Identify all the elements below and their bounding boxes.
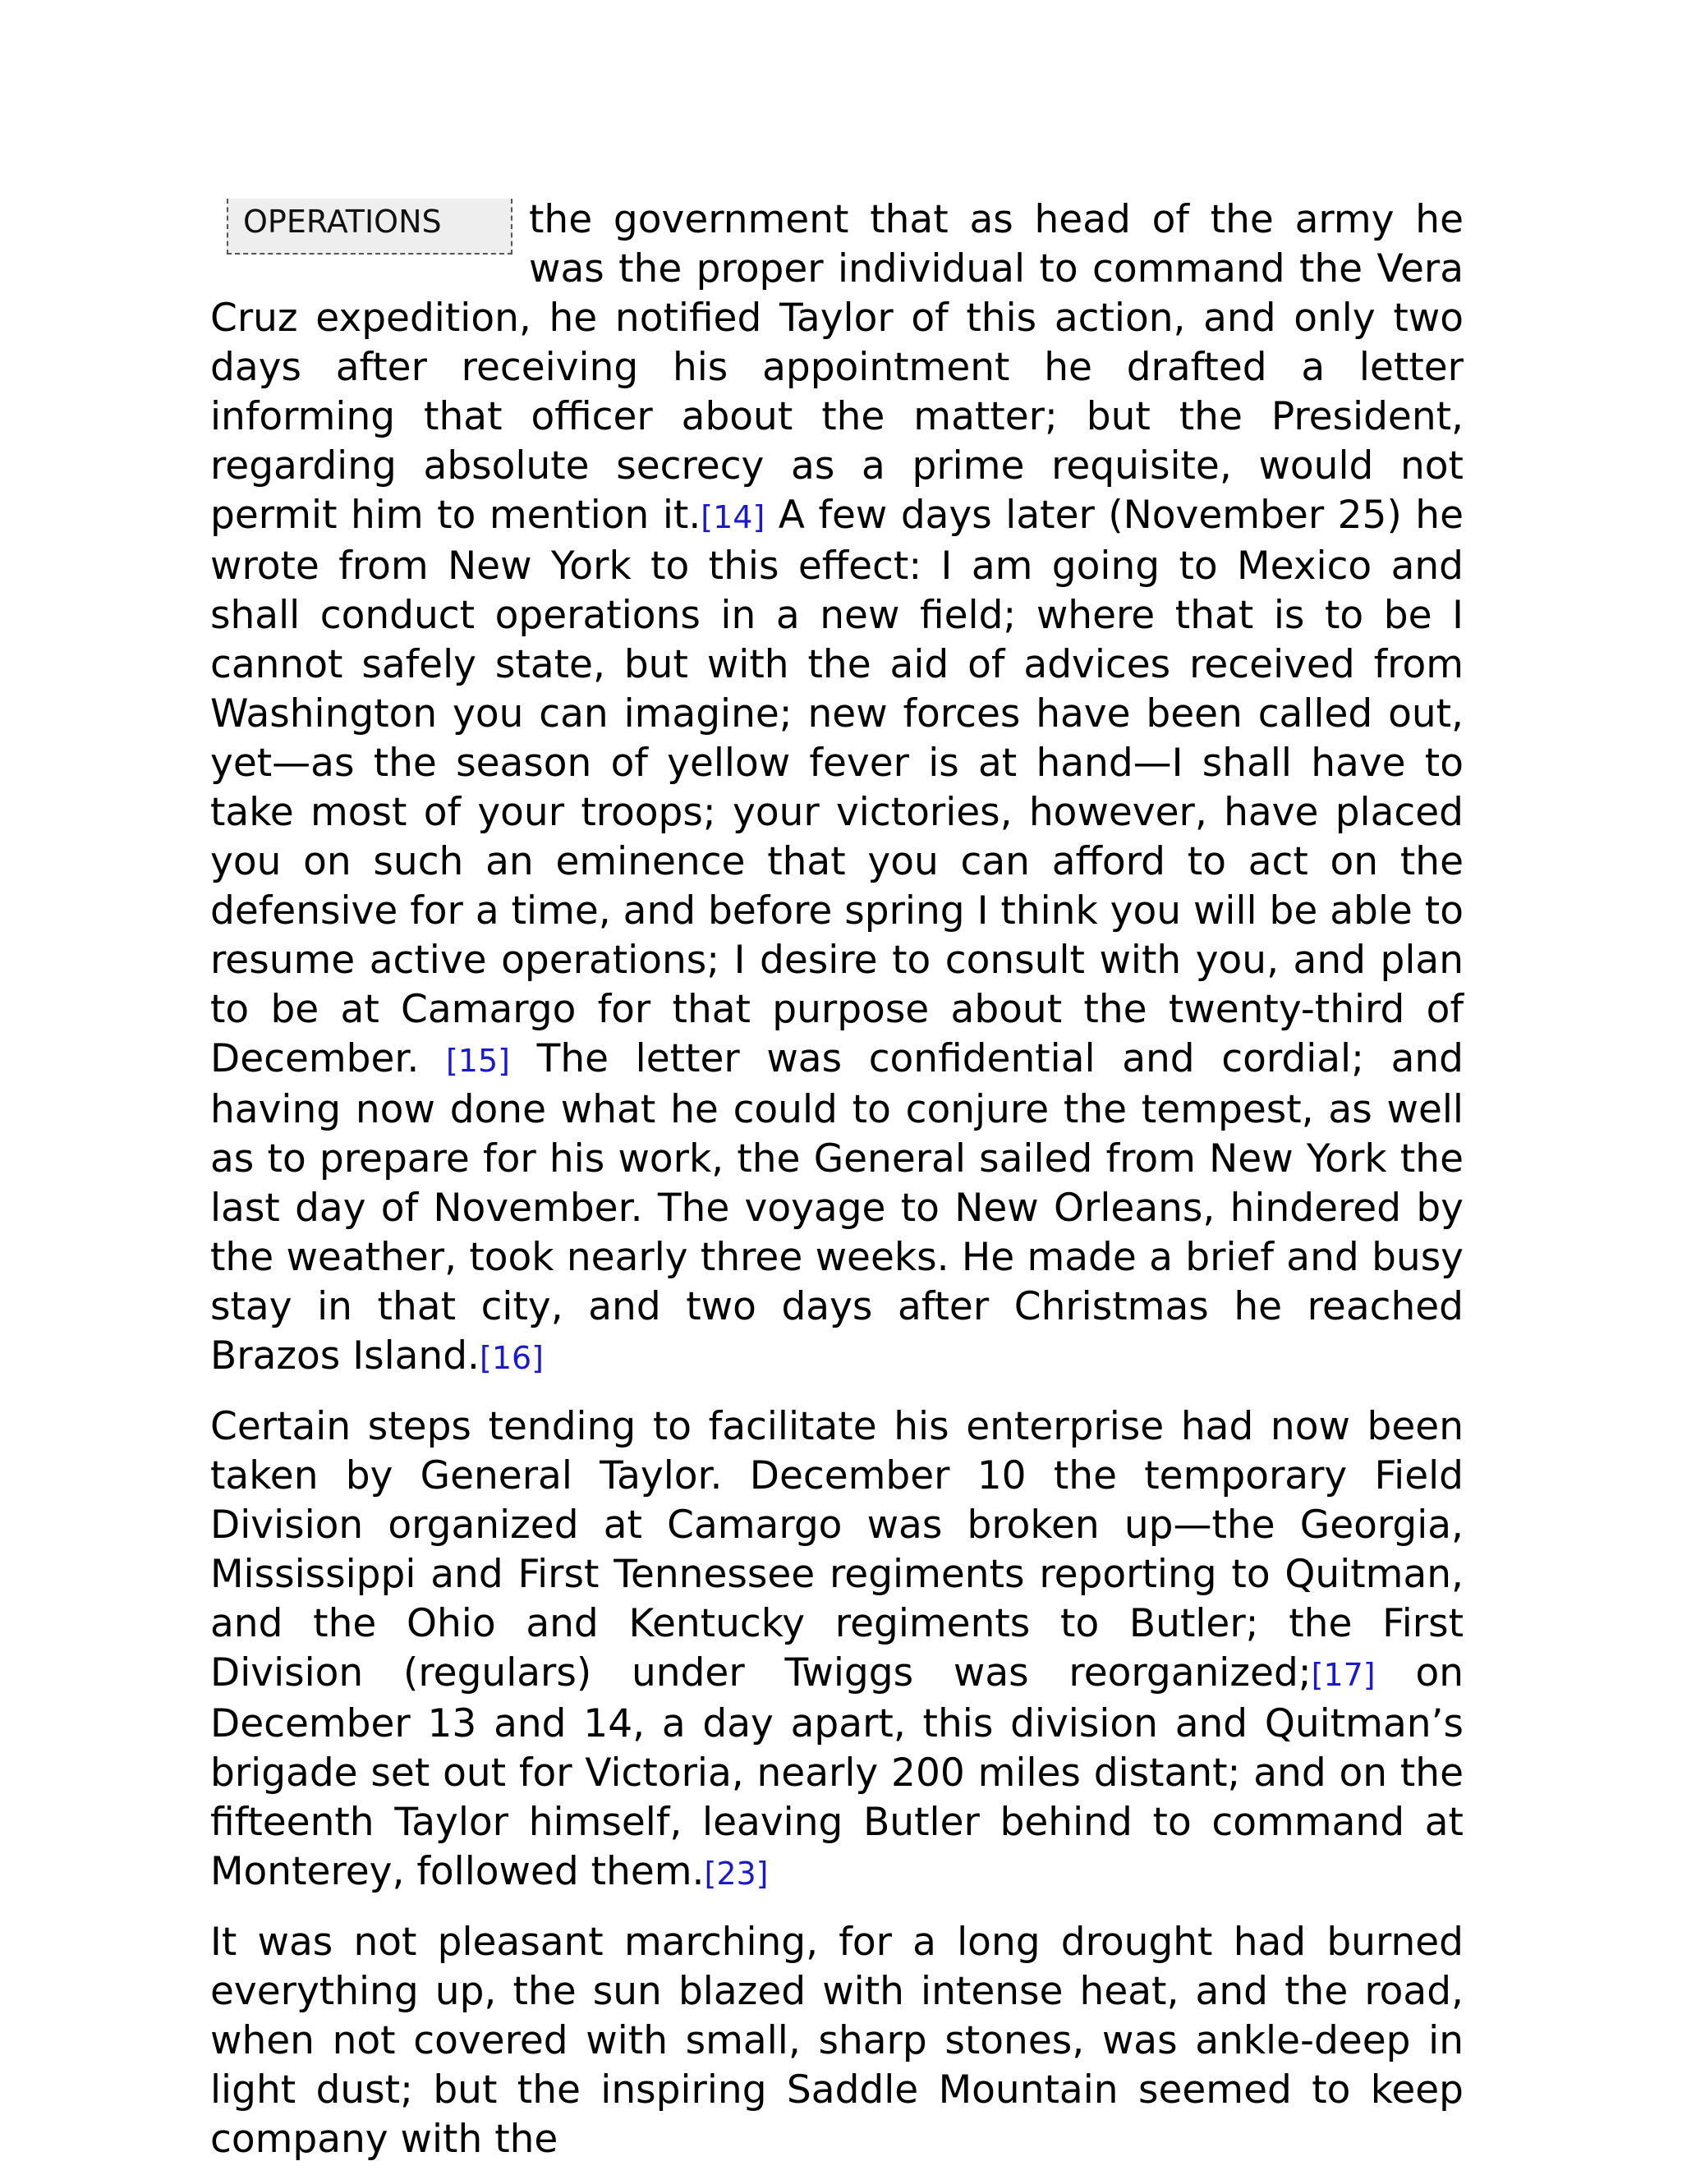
sidenote-label: OPERATIONS [227, 199, 512, 255]
paragraph-2 [210, 1402, 1464, 1898]
paragraph-text: Certain steps tending to facilitate his enterprise had now been taken by General Taylor. December 10 the temporary Field Division organized at Camargo was broken up—the Georgia, Mississippi and First Tennessee regiments reporting to Quitman, and the Ohio and Kentucky regiments to Butler; the First Division (regulars) under Twiggs was reorganized; [210, 1404, 1464, 1695]
footnote-link[interactable]: [14] [701, 499, 765, 535]
page-body [210, 195, 1464, 2184]
paragraph-text: on December 13 and 14, a day apart, this division and Quitman’s brigade set out for Victoria, nearly 200 miles distant; and on the fifteenth Taylor himself, leaving Butler behind to command at Monterey, followed them. [210, 1650, 1464, 1894]
paragraph-text: the government that as head of the army he was the proper individual to command the Vera Cruz expedition, he notified Taylor of this action, and only two days after receiving his appointment he drafted a letter informing that officer about the matter; but the President, regarding absolute secrecy as a prime requisite, would not permit him to mention it. [210, 197, 1464, 538]
footnote-link[interactable]: [23] [704, 1856, 769, 1892]
footnote-link[interactable]: [15] [445, 1043, 510, 1079]
paragraph-1 [210, 195, 1464, 1383]
footnote-link[interactable]: [17] [1311, 1657, 1376, 1693]
paragraph-3 [210, 1918, 1464, 2164]
paragraph-text: A few days later (November 25) he wrote from New York to this effect: I am going to Mexico and shall conduct operations in a new field; where that is to be I cannot safely state, but with the aid of advices received from Washington you can imagine; new forces have been called out, yet—as the season of yellow fever is at hand—I shall have to take most of your troops; your victories, however, have placed you on such an eminence that you can afford to act on the defensive for a time, and before spring I think you will be able to resume active operations; I desire to consult with you, and plan to be at Camargo for that purpose about the twenty-third of December. [210, 493, 1464, 1081]
paragraph-text: The letter was confidential and cordial; and having now done what he could to conjure the tempest, as well as to prepare for his work, the General sailed from New York the last day of November. The voyage to New Orleans, hindered by the weather, took nearly three weeks. He made a brief and busy stay in that city, and two days after Christmas he reached Brazos Island. [210, 1036, 1464, 1379]
footnote-link[interactable]: [16] [480, 1340, 545, 1376]
paragraph-text: It was not pleasant marching, for a long drought had burned everything up, the sun blazed with intense heat, and the road, when not covered with small, sharp stones, was ankle-deep in light dust; but the inspiring Saddle Mountain seemed to keep company with the [210, 1920, 1464, 2162]
